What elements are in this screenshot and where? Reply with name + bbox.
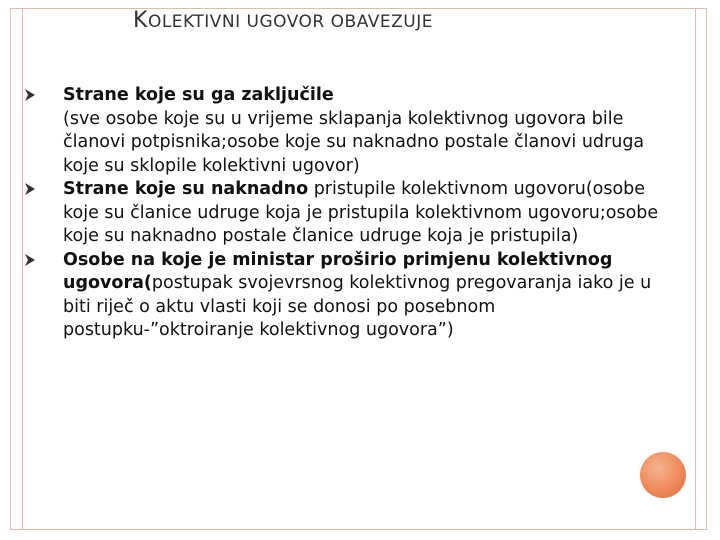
frame-inner-line-left — [22, 8, 23, 530]
bullet-1-heading: Strane koje su ga zaključile — [63, 85, 334, 105]
arrow-bullet-icon — [23, 253, 37, 267]
bullet-1-text: (sve osobe koje su u vrijeme sklapanja kolektivnog ugovora bile članovi potpisnika;osobe koje su naknadno postale članovi udruga koje su sklopile kolektivni ugovor) — [63, 108, 645, 176]
bullet-list — [63, 84, 683, 343]
frame-inner-line-right — [695, 8, 696, 530]
bullet-3-heading: Osobe na koje je ministar proširio primjenu kolektivnog ugovora( — [63, 249, 613, 293]
bullet-item-3 — [63, 249, 683, 343]
bullet-2-text: pristupile kolektivnom ugovoru(osobe koje su članice udruge koja je pristupila kolektivnom ugovoru;osobe koje su naknadno postale članice udruge koja je pristupila) — [63, 179, 659, 246]
bullet-2-heading: Strane koje su naknadno — [63, 179, 309, 199]
bullet-item-1 — [63, 84, 683, 178]
arrow-bullet-icon — [23, 182, 37, 196]
slide-title — [133, 8, 693, 33]
slide-title-initial: K — [133, 8, 148, 33]
decorative-circle — [640, 452, 686, 498]
bullet-3-text: postupak svojevrsnog kolektivnog pregovaranja iako je u biti riječ o aktu vlasti koji se donosi po posebnom postupku-”oktroiranje kolektivnog ugovora”) — [63, 273, 652, 340]
bullet-item-2 — [63, 178, 683, 249]
slide-title-rest: OLEKTIVNI UGOVOR OBAVEZUJE — [147, 12, 433, 32]
arrow-bullet-icon — [23, 88, 37, 102]
